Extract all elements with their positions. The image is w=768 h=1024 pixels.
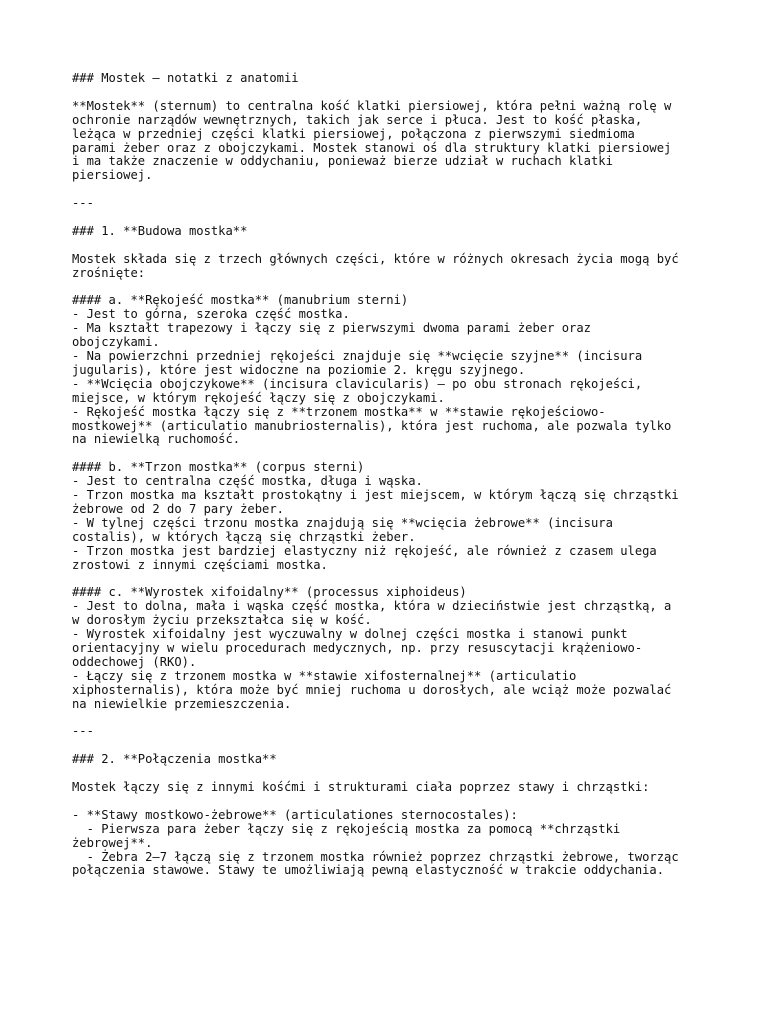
spacer xyxy=(72,239,712,253)
subsection-c-heading: #### c. **Wyrostek xifoidalny** (processus xiphoideus) xyxy=(72,585,467,600)
section-2-list: - **Stawy mostkowo-żebrowe** (articulationes sternocostales): - Pierwsza para żeber łączy się z rękojeścią mostka za pomocą **chrząstki żebrowej**. - Żebra 2–7 łączą się z trzonem mostka również poprzez chrząstki żebrowe, tworząc połączenia stawowe. Stawy te umożliwiają pewną elastyczność w trakcie oddychania. xyxy=(72,807,679,878)
subsection-a-heading: #### a. **Rękojeść mostka** (manubrium sterni) xyxy=(72,293,409,308)
spacer xyxy=(72,211,712,225)
spacer xyxy=(72,86,712,100)
document-title: ### Mostek – notatki z anatomii xyxy=(72,71,299,85)
spacer xyxy=(72,767,712,781)
subsection-a-list: - Jest to górna, szeroka część mostka. - Ma kształt trapezowy i łączy się z pierwszymi dwoma parami żeber oraz obojczykami. - Na powierzchni przedniej rękojeści znajduje się **wcięcie szyjne** (incisura jugularis), które jest widoczne na poziomie 2. kręgu szyjnego. - **Wcięcia obojczykowe** (incisura clavicularis) – po obu stronach rękojeści, miejsce, w którym rękojeść łączy się z obojczykami. - Rękojeść mostka łączy się z **trzonem mostka** w **stawie rękojeściowo- mostkowej** (articulatio manubriosternalis), która jest ruchoma, ale pozwala tylko na niewielką ruchomość. xyxy=(72,307,672,447)
subsection-b-list: - Jest to centralna część mostka, długa i wąska. - Trzon mostka ma kształt prostokątny i jest miejscem, w którym łączą się chrząstki żebrowe od 2 do 7 pary żeber. - W tylnej części trzonu mostka znajdują się **wcięcia żebrowe** (incisura costalis), w których łączą się chrząstki żeber. - Trzon mostka jest bardziej elastyczny niż rękojeść, ale również z czasem ulega zrostowi z innymi częściami mostka. xyxy=(72,474,679,572)
section-2-intro: Mostek łączy się z innymi kośćmi i strukturami ciała poprzez stawy i chrząstki: xyxy=(72,780,650,795)
subsection-b-heading: #### b. **Trzon mostka** (corpus sterni) xyxy=(72,460,365,475)
section-divider: --- xyxy=(72,196,94,211)
spacer xyxy=(72,183,712,197)
spacer xyxy=(72,447,712,461)
section-1-intro: Mostek składa się z trzech głównych części, które w różnych okresach życia mogą być zrośnięte: xyxy=(72,251,679,280)
document-page xyxy=(72,72,712,878)
spacer xyxy=(72,281,712,295)
section-divider: --- xyxy=(72,724,94,739)
subsection-c-list: - Jest to dolna, mała i wąska część mostka, która w dzieciństwie jest chrząstką, a w dorosłym życiu przekształca się w kość. - Wyrostek xifoidalny jest wyczuwalny w dolnej części mostka i stanowi punkt orientacyjny w wielu procedurach medycznych, np. przy resuscytacji krążeniowo- oddechowej (RKO). - Łączy się z trzonem mostka w **stawie xifosternalnej** (articulatio xiphosternalis), która może być mniej ruchoma u dorosłych, ale wciąż może pozwalać na niewielkie przemieszczenia. xyxy=(72,599,672,711)
intro-paragraph: **Mostek** (sternum) to centralna kość klatki piersiowej, która pełni ważną rolę w ochronie narządów wewnętrznych, takich jak serce i płuca. Jest to kość płaska, leżąca w przedniej części klatki piersiowej, połączona z pierwszymi siedmioma parami żeber oraz z obojczykami. Mostek stanowi oś dla struktury klatki piersiowej i ma także znaczenie w oddychaniu, ponieważ bierze udział w ruchach klatki piersiowej. xyxy=(72,98,672,183)
section-2-heading: ### 2. **Połączenia mostka** xyxy=(72,752,277,767)
spacer xyxy=(72,712,712,726)
section-1-heading: ### 1. **Budowa mostka** xyxy=(72,223,248,238)
spacer xyxy=(72,795,712,809)
spacer xyxy=(72,573,712,587)
spacer xyxy=(72,739,712,753)
